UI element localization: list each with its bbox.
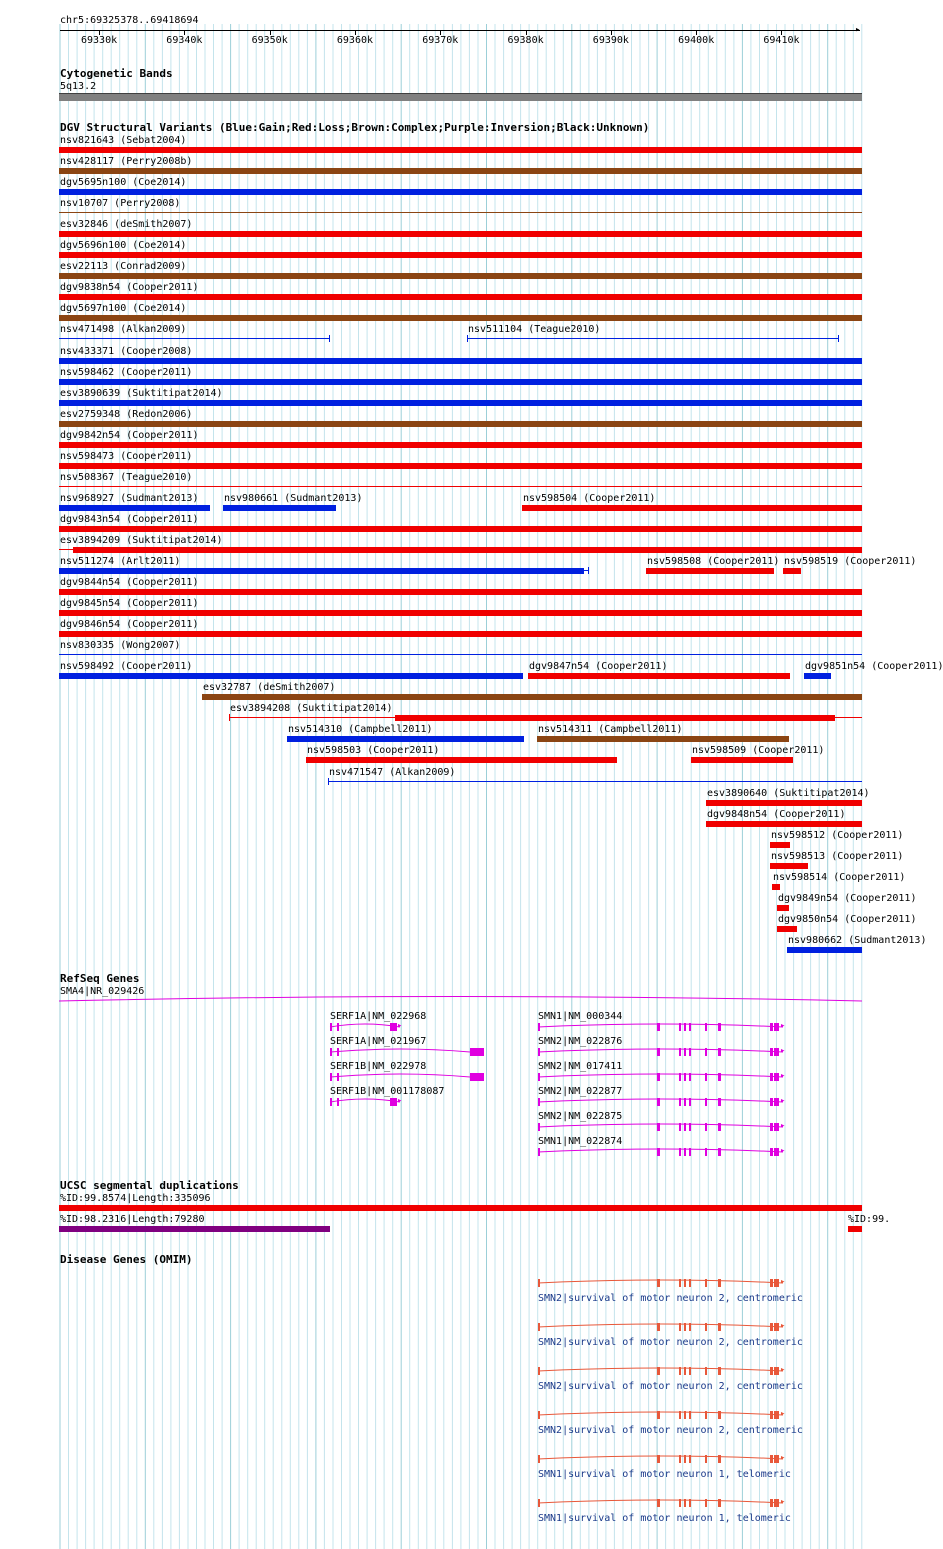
refseq-gene-exon[interactable] bbox=[689, 1073, 691, 1081]
dgv-feature-label: nsv598473 (Cooper2011) bbox=[60, 450, 193, 462]
dgv-feature-bar[interactable] bbox=[59, 442, 862, 448]
dgv-feature-bar[interactable] bbox=[59, 654, 862, 655]
omim-gene-exon[interactable] bbox=[718, 1455, 721, 1463]
dgv-feature-bar[interactable] bbox=[59, 294, 862, 300]
omim-gene-exon[interactable] bbox=[679, 1499, 681, 1507]
omim-gene-exon[interactable] bbox=[689, 1367, 691, 1375]
omim-gene-exon[interactable] bbox=[657, 1455, 660, 1463]
refseq-gene-label: SMN2|NM_022875 bbox=[538, 1111, 623, 1122]
dgv-feature-label: nsv511104 (Teague2010) bbox=[468, 324, 601, 336]
omim-gene-exon[interactable] bbox=[657, 1279, 660, 1287]
dgv-feature-bar[interactable] bbox=[522, 505, 862, 511]
dgv-feature-bar[interactable] bbox=[59, 463, 862, 469]
refseq-gene-exon[interactable] bbox=[689, 1098, 691, 1106]
segdup-label: %ID:99. bbox=[848, 1214, 891, 1225]
dgv-feature-bar[interactable] bbox=[770, 863, 808, 869]
dgv-feature-bar[interactable] bbox=[804, 673, 831, 679]
segdup-bar[interactable] bbox=[59, 1205, 862, 1211]
omim-gene-exon[interactable] bbox=[689, 1323, 691, 1331]
omim-gene-exon[interactable] bbox=[679, 1455, 681, 1463]
dgv-feature-bar[interactable] bbox=[59, 505, 210, 511]
dgv-feature-label: nsv598512 (Cooper2011) bbox=[771, 829, 904, 841]
refseq-gene-label: SMN2|NM_022876 bbox=[538, 1036, 623, 1047]
refseq-gene-exon[interactable] bbox=[718, 1023, 721, 1031]
omim-gene-exon[interactable] bbox=[774, 1279, 779, 1287]
dgv-feature-label: dgv9845n54 (Cooper2011) bbox=[60, 598, 199, 610]
dgv-feature-bar[interactable] bbox=[73, 547, 862, 553]
omim-gene-exon[interactable] bbox=[770, 1279, 773, 1287]
ruler-tick-label: 69380k bbox=[507, 35, 544, 46]
dgv-feature-label: dgv9842n54 (Cooper2011) bbox=[60, 429, 199, 441]
omim-gene-exon[interactable] bbox=[657, 1499, 660, 1507]
refseq-gene-exon[interactable] bbox=[538, 1023, 540, 1031]
omim-gene-exon[interactable] bbox=[774, 1411, 779, 1419]
strand-arrow-icon: ▸ bbox=[780, 1409, 786, 1419]
segdup-track-title: UCSC segmental duplications bbox=[60, 1179, 239, 1192]
omim-gene-exon[interactable] bbox=[679, 1279, 681, 1287]
dgv-feature-label: nsv598514 (Cooper2011) bbox=[773, 871, 906, 883]
omim-gene-label: SMN2|survival of motor neuron 2, centromeric bbox=[538, 1425, 803, 1436]
refseq-gene-exon[interactable] bbox=[657, 1098, 660, 1106]
refseq-gene-exon[interactable] bbox=[689, 1148, 691, 1156]
dgv-feature-bar[interactable] bbox=[59, 379, 862, 385]
dgv-feature-bar[interactable] bbox=[229, 717, 395, 718]
dgv-feature-bar[interactable] bbox=[772, 884, 780, 890]
dgv-feature-label: nsv830335 (Wong2007) bbox=[60, 640, 181, 652]
dgv-feature-bar[interactable] bbox=[59, 526, 862, 532]
refseq-gene-exon[interactable] bbox=[689, 1048, 691, 1056]
dgv-feature-label: dgv9847n54 (Cooper2011) bbox=[529, 661, 668, 673]
strand-arrow-icon: ▸ bbox=[780, 1497, 786, 1507]
omim-gene-label: SMN2|survival of motor neuron 2, centromeric bbox=[538, 1381, 803, 1392]
strand-arrow-icon: ▸ bbox=[780, 1071, 786, 1081]
dgv-feature-bar[interactable] bbox=[59, 189, 862, 195]
refseq-gene-exon[interactable] bbox=[774, 1098, 779, 1106]
refseq-gene-exon[interactable] bbox=[679, 1123, 681, 1131]
omim-gene-label: SMN1|survival of motor neuron 1, telomeric bbox=[538, 1513, 791, 1524]
dgv-feature-bar[interactable] bbox=[59, 549, 73, 550]
dgv-feature-bar[interactable] bbox=[777, 926, 797, 932]
dgv-feature-bar[interactable] bbox=[59, 568, 584, 574]
ruler-tick-label: 69410k bbox=[763, 35, 800, 46]
refseq-gene-exon[interactable] bbox=[538, 1098, 540, 1106]
refseq-gene-exon[interactable] bbox=[770, 1023, 773, 1031]
omim-gene-exon[interactable] bbox=[774, 1323, 779, 1331]
omim-gene-exon[interactable] bbox=[718, 1367, 721, 1375]
dgv-feature-bar[interactable] bbox=[59, 338, 330, 339]
refseq-gene-exon[interactable] bbox=[684, 1123, 686, 1131]
dgv-feature-label: dgv9849n54 (Cooper2011) bbox=[778, 892, 917, 904]
refseq-gene-exon[interactable] bbox=[770, 1048, 773, 1056]
segdup-label: %ID:99.8574|Length:335096 bbox=[60, 1193, 211, 1204]
omim-gene-exon[interactable] bbox=[770, 1499, 773, 1507]
omim-gene-exon[interactable] bbox=[718, 1323, 721, 1331]
refseq-gene-exon[interactable] bbox=[330, 1023, 332, 1031]
dgv-feature-label: nsv980661 (Sudmant2013) bbox=[224, 492, 363, 504]
omim-gene-exon[interactable] bbox=[538, 1323, 540, 1331]
dgv-feature-bar[interactable] bbox=[467, 338, 839, 339]
omim-gene-label: SMN1|survival of motor neuron 1, telomeric bbox=[538, 1469, 791, 1480]
dgv-feature-bar[interactable] bbox=[306, 757, 617, 763]
refseq-gene-exon[interactable] bbox=[770, 1123, 773, 1131]
refseq-gene-exon[interactable] bbox=[538, 1048, 540, 1056]
dgv-feature-cap[interactable] bbox=[467, 335, 468, 342]
omim-gene-exon[interactable] bbox=[684, 1499, 686, 1507]
dgv-feature-label: dgv5695n100 (Coe2014) bbox=[60, 177, 187, 189]
dgv-feature-label: dgv9850n54 (Cooper2011) bbox=[778, 913, 917, 925]
refseq-gene-exon[interactable] bbox=[770, 1148, 773, 1156]
refseq-gene-exon[interactable] bbox=[538, 1148, 540, 1156]
strand-arrow-icon: ▸ bbox=[780, 1453, 786, 1463]
omim-track-title: Disease Genes (OMIM) bbox=[60, 1253, 193, 1266]
refseq-gene-label: SMN2|NM_022877 bbox=[538, 1086, 623, 1097]
refseq-gene-exon[interactable] bbox=[657, 1048, 660, 1056]
ruler-region-label: chr5:69325378..69418694 bbox=[60, 15, 199, 26]
dgv-feature-label: nsv10707 (Perry2008) bbox=[60, 198, 181, 210]
refseq-gene-exon[interactable] bbox=[774, 1048, 779, 1056]
segdup-label: %ID:98.2316|Length:79280 bbox=[60, 1214, 205, 1225]
dgv-feature-label: dgv9851n54 (Cooper2011) bbox=[805, 661, 943, 673]
dgv-feature-cap[interactable] bbox=[328, 778, 329, 785]
omim-gene-exon[interactable] bbox=[684, 1367, 686, 1375]
omim-gene-exon[interactable] bbox=[657, 1367, 660, 1375]
dgv-feature-bar[interactable] bbox=[59, 631, 862, 637]
refseq-gene-exon[interactable] bbox=[774, 1148, 779, 1156]
strand-arrow-icon: ▸ bbox=[780, 1365, 786, 1375]
omim-gene-exon[interactable] bbox=[538, 1279, 540, 1287]
segdup-bar[interactable] bbox=[59, 1226, 330, 1232]
omim-gene-exon[interactable] bbox=[679, 1367, 681, 1375]
dgv-feature-label: nsv598492 (Cooper2011) bbox=[60, 661, 193, 673]
dgv-feature-label: dgv9843n54 (Cooper2011) bbox=[60, 513, 199, 525]
omim-gene-exon[interactable] bbox=[770, 1367, 773, 1375]
dgv-feature-label: nsv598462 (Cooper2011) bbox=[60, 366, 193, 378]
dgv-feature-label: nsv598513 (Cooper2011) bbox=[771, 850, 904, 862]
segdup-bar[interactable] bbox=[848, 1226, 862, 1232]
dgv-feature-bar[interactable] bbox=[783, 568, 801, 574]
dgv-feature-label: dgv9844n54 (Cooper2011) bbox=[60, 577, 199, 589]
dgv-feature-bar[interactable] bbox=[59, 231, 862, 237]
ruler-tick-label: 69400k bbox=[678, 35, 715, 46]
omim-gene-exon[interactable] bbox=[538, 1367, 540, 1375]
refseq-gene-exon[interactable] bbox=[705, 1048, 707, 1056]
strand-arrow-icon: ▸ bbox=[780, 1021, 786, 1031]
strand-arrow-icon: ▸ bbox=[780, 1321, 786, 1331]
dgv-feature-label: nsv598519 (Cooper2011) bbox=[784, 556, 917, 567]
dgv-feature-label: nsv968927 (Sudmant2013) bbox=[60, 492, 199, 504]
refseq-gene-exon[interactable] bbox=[689, 1123, 691, 1131]
dgv-feature-bar[interactable] bbox=[59, 252, 862, 258]
dgv-feature-bar[interactable] bbox=[59, 168, 862, 174]
refseq-gene-exon[interactable] bbox=[679, 1073, 681, 1081]
dgv-feature-label: dgv9838n54 (Cooper2011) bbox=[60, 282, 199, 294]
refseq-gene-exon[interactable] bbox=[390, 1023, 397, 1031]
dgv-feature-label: dgv9848n54 (Cooper2011) bbox=[707, 808, 846, 820]
dgv-feature-label: esv32787 (deSmith2007) bbox=[203, 682, 336, 694]
refseq-gene-exon[interactable] bbox=[538, 1073, 540, 1081]
dgv-feature-label: nsv980662 (Sudmant2013) bbox=[788, 934, 927, 946]
refseq-gene-exon[interactable] bbox=[684, 1023, 686, 1031]
refseq-gene-exon[interactable] bbox=[684, 1098, 686, 1106]
refseq-gene-label: SERF1A|NM_022968 bbox=[330, 1011, 427, 1022]
dgv-feature-cap[interactable] bbox=[588, 567, 589, 574]
strand-arrow-icon: ▸ bbox=[780, 1121, 786, 1131]
refseq-gene-exon[interactable] bbox=[718, 1048, 721, 1056]
omim-gene-exon[interactable] bbox=[774, 1499, 779, 1507]
cyto-band-label: 5q13.2 bbox=[60, 81, 97, 92]
refseq-gene-label: SMN1|NM_022874 bbox=[538, 1136, 623, 1147]
strand-arrow-icon: ▸ bbox=[780, 1146, 786, 1156]
refseq-gene-exon[interactable] bbox=[337, 1048, 339, 1056]
ruler-arrow-icon: ▸ bbox=[855, 25, 861, 35]
dgv-feature-label: nsv598504 (Cooper2011) bbox=[523, 492, 656, 504]
refseq-gene-label: SERF1B|NM_001178087 bbox=[330, 1086, 445, 1097]
omim-gene-exon[interactable] bbox=[770, 1323, 773, 1331]
refseq-gene-label: SERF1B|NM_022978 bbox=[330, 1061, 427, 1072]
omim-gene-exon[interactable] bbox=[679, 1323, 681, 1331]
ruler-tick-label: 69370k bbox=[422, 35, 459, 46]
strand-arrow-icon: ▸ bbox=[780, 1277, 786, 1287]
refseq-gene-exon[interactable] bbox=[774, 1073, 779, 1081]
dgv-feature-label: esv3894209 (Suktitipat2014) bbox=[60, 534, 223, 546]
omim-gene-label: SMN2|survival of motor neuron 2, centromeric bbox=[538, 1337, 803, 1348]
omim-gene-exon[interactable] bbox=[684, 1455, 686, 1463]
dgv-feature-label: nsv598508 (Cooper2011) bbox=[647, 556, 780, 567]
dgv-feature-label: nsv508367 (Teague2010) bbox=[60, 471, 193, 483]
refseq-gene-exon[interactable] bbox=[705, 1123, 707, 1131]
refseq-gene-exon[interactable] bbox=[774, 1023, 779, 1031]
dgv-track-title: DGV Structural Variants (Blue:Gain;Red:Loss;Brown:Complex;Purple:Inversion;Black:Unknown) bbox=[60, 121, 650, 134]
refseq-gene-exon[interactable] bbox=[770, 1073, 773, 1081]
dgv-feature-label: esv32846 (deSmith2007) bbox=[60, 219, 193, 231]
dgv-feature-bar[interactable] bbox=[691, 757, 793, 763]
dgv-feature-bar[interactable] bbox=[202, 694, 862, 700]
refseq-gene-exon[interactable] bbox=[330, 1073, 332, 1081]
refseq-gene-exon[interactable] bbox=[679, 1023, 681, 1031]
refseq-gene-label: SMN1|NM_000344 bbox=[538, 1011, 623, 1022]
omim-gene-label: SMN2|survival of motor neuron 2, centromeric bbox=[538, 1293, 803, 1304]
omim-gene-exon[interactable] bbox=[689, 1279, 691, 1287]
omim-gene-exon[interactable] bbox=[689, 1499, 691, 1507]
dgv-feature-bar[interactable] bbox=[646, 568, 774, 574]
omim-gene-exon[interactable] bbox=[774, 1455, 779, 1463]
omim-gene-exon[interactable] bbox=[774, 1367, 779, 1375]
omim-gene-exon[interactable] bbox=[538, 1499, 540, 1507]
omim-gene-exon[interactable] bbox=[684, 1323, 686, 1331]
omim-gene-exon[interactable] bbox=[705, 1411, 707, 1419]
omim-gene-exon[interactable] bbox=[657, 1323, 660, 1331]
dgv-feature-bar[interactable] bbox=[223, 505, 336, 511]
omim-gene-exon[interactable] bbox=[718, 1279, 721, 1287]
refseq-gene-exon[interactable] bbox=[390, 1098, 397, 1106]
refseq-gene-exon[interactable] bbox=[684, 1073, 686, 1081]
dgv-feature-label: esv3890640 (Suktitipat2014) bbox=[707, 787, 870, 799]
dgv-feature-label: esv22113 (Conrad2009) bbox=[60, 261, 187, 273]
refseq-gene-exon[interactable] bbox=[330, 1098, 332, 1106]
dgv-feature-bar[interactable] bbox=[59, 589, 862, 595]
strand-arrow-icon: ▸ bbox=[780, 1096, 786, 1106]
dgv-feature-bar[interactable] bbox=[706, 821, 862, 827]
dgv-feature-bar[interactable] bbox=[59, 315, 862, 321]
dgv-feature-label: nsv471547 (Alkan2009) bbox=[329, 766, 456, 778]
ruler-tick-label: 69330k bbox=[81, 35, 118, 46]
refseq-gene-exon[interactable] bbox=[330, 1048, 332, 1056]
dgv-feature-cap[interactable] bbox=[229, 714, 230, 721]
omim-gene-exon[interactable] bbox=[679, 1411, 681, 1419]
refseq-gene-exon[interactable] bbox=[657, 1023, 660, 1031]
dgv-feature-label: nsv511274 (Arlt2011) bbox=[60, 556, 181, 567]
dgv-feature-bar[interactable] bbox=[787, 947, 862, 953]
refseq-gene-exon[interactable] bbox=[705, 1073, 707, 1081]
dgv-feature-label: nsv433371 (Cooper2008) bbox=[60, 345, 193, 357]
dgv-feature-bar[interactable] bbox=[59, 358, 862, 364]
omim-gene-exon[interactable] bbox=[705, 1367, 707, 1375]
omim-gene-exon[interactable] bbox=[705, 1455, 707, 1463]
dgv-feature-bar[interactable] bbox=[395, 715, 835, 721]
cyto-band-bar[interactable] bbox=[59, 93, 862, 101]
omim-gene-exon[interactable] bbox=[705, 1499, 707, 1507]
ruler-tick-label: 69360k bbox=[336, 35, 374, 46]
dgv-feature-bar[interactable] bbox=[777, 905, 789, 911]
omim-gene-exon[interactable] bbox=[705, 1323, 707, 1331]
omim-gene-exon[interactable] bbox=[770, 1455, 773, 1463]
dgv-feature-label: nsv821643 (Sebat2004) bbox=[60, 135, 187, 146]
refseq-gene-exon[interactable] bbox=[657, 1123, 660, 1131]
refseq-gene-label: SMA4|NR_029426 bbox=[60, 986, 145, 997]
dgv-feature-bar[interactable] bbox=[59, 273, 862, 279]
refseq-gene-exon[interactable] bbox=[679, 1148, 681, 1156]
refseq-gene-exon[interactable] bbox=[718, 1098, 721, 1106]
dgv-feature-label: dgv5696n100 (Coe2014) bbox=[60, 240, 187, 252]
refseq-gene-exon[interactable] bbox=[774, 1123, 779, 1131]
omim-gene-exon[interactable] bbox=[689, 1455, 691, 1463]
dgv-feature-cap[interactable] bbox=[838, 335, 839, 342]
omim-gene-exon[interactable] bbox=[684, 1279, 686, 1287]
dgv-feature-label: nsv514311 (Campbell2011) bbox=[538, 724, 683, 736]
omim-gene-exon[interactable] bbox=[770, 1411, 773, 1419]
ruler-tick-label: 69390k bbox=[592, 35, 629, 46]
refseq-gene-exon[interactable] bbox=[657, 1148, 660, 1156]
cyto-track-title: Cytogenetic Bands bbox=[60, 67, 173, 80]
refseq-gene-label: SERF1A|NM_021967 bbox=[330, 1036, 427, 1047]
dgv-feature-bar[interactable] bbox=[537, 736, 789, 742]
dgv-feature-bar[interactable] bbox=[59, 212, 862, 213]
dgv-feature-label: dgv9846n54 (Cooper2011) bbox=[60, 619, 199, 631]
omim-gene-exon[interactable] bbox=[657, 1411, 660, 1419]
refseq-gene-label: SMN2|NM_017411 bbox=[538, 1061, 623, 1072]
dgv-feature-label: esv3890639 (Suktitipat2014) bbox=[60, 387, 223, 399]
refseq-gene-exon[interactable] bbox=[657, 1073, 660, 1081]
dgv-feature-bar[interactable] bbox=[59, 486, 862, 487]
dgv-feature-label: nsv471498 (Alkan2009) bbox=[60, 324, 187, 336]
dgv-feature-label: nsv598503 (Cooper2011) bbox=[307, 745, 440, 757]
refseq-gene-exon[interactable] bbox=[679, 1098, 681, 1106]
refseq-gene-exon[interactable] bbox=[718, 1148, 721, 1156]
refseq-gene-exon[interactable] bbox=[684, 1048, 686, 1056]
omim-gene-exon[interactable] bbox=[538, 1455, 540, 1463]
refseq-gene-exon[interactable] bbox=[679, 1048, 681, 1056]
omim-gene-exon[interactable] bbox=[718, 1411, 721, 1419]
refseq-gene-exon[interactable] bbox=[705, 1148, 707, 1156]
strand-arrow-icon: ▸ bbox=[397, 1021, 403, 1031]
dgv-feature-label: esv3894208 (Suktitipat2014) bbox=[230, 703, 393, 715]
dgv-feature-label: nsv428117 (Perry2008b) bbox=[60, 156, 193, 168]
dgv-feature-label: dgv5697n100 (Coe2014) bbox=[60, 303, 187, 315]
dgv-feature-bar[interactable] bbox=[528, 673, 790, 679]
refseq-gene-exon[interactable] bbox=[470, 1048, 484, 1056]
refseq-gene-exon[interactable] bbox=[538, 1123, 540, 1131]
dgv-feature-bar[interactable] bbox=[59, 400, 862, 406]
refseq-gene-exon[interactable] bbox=[337, 1098, 339, 1106]
dgv-feature-bar[interactable] bbox=[328, 781, 862, 782]
dgv-feature-bar[interactable] bbox=[706, 800, 862, 806]
omim-gene-exon[interactable] bbox=[689, 1411, 691, 1419]
omim-gene-exon[interactable] bbox=[684, 1411, 686, 1419]
dgv-feature-label: nsv598509 (Cooper2011) bbox=[692, 745, 825, 757]
refseq-gene-exon[interactable] bbox=[689, 1023, 691, 1031]
dgv-feature-bar[interactable] bbox=[59, 147, 862, 153]
refseq-gene-exon[interactable] bbox=[705, 1023, 707, 1031]
dgv-feature-label: nsv514310 (Campbell2011) bbox=[288, 724, 433, 736]
omim-gene-exon[interactable] bbox=[718, 1499, 721, 1507]
omim-gene-exon[interactable] bbox=[538, 1411, 540, 1419]
dgv-feature-bar[interactable] bbox=[287, 736, 524, 742]
ruler-tick-label: 69340k bbox=[166, 35, 203, 46]
refseq-gene-exon[interactable] bbox=[770, 1098, 773, 1106]
omim-gene-exon[interactable] bbox=[705, 1279, 707, 1287]
refseq-gene-exon[interactable] bbox=[705, 1098, 707, 1106]
refseq-gene-exon[interactable] bbox=[470, 1073, 484, 1081]
dgv-feature-bar[interactable] bbox=[59, 673, 523, 679]
refseq-gene-exon[interactable] bbox=[718, 1073, 721, 1081]
dgv-feature-bar[interactable] bbox=[59, 610, 862, 616]
refseq-gene-exon[interactable] bbox=[337, 1073, 339, 1081]
dgv-feature-bar[interactable] bbox=[770, 842, 790, 848]
dgv-feature-bar[interactable] bbox=[835, 717, 862, 718]
refseq-track-title: RefSeq Genes bbox=[60, 972, 140, 985]
refseq-gene-exon[interactable] bbox=[337, 1023, 339, 1031]
dgv-feature-cap[interactable] bbox=[329, 335, 330, 342]
dgv-feature-bar[interactable] bbox=[59, 421, 862, 427]
ruler-tick-label: 69350k bbox=[251, 35, 288, 46]
refseq-gene-exon[interactable] bbox=[718, 1123, 721, 1131]
ruler-axis[interactable] bbox=[60, 30, 860, 31]
dgv-feature-label: esv2759348 (Redon2006) bbox=[60, 408, 193, 420]
strand-arrow-icon: ▸ bbox=[780, 1046, 786, 1056]
refseq-gene-exon[interactable] bbox=[684, 1148, 686, 1156]
strand-arrow-icon: ▸ bbox=[397, 1096, 403, 1106]
